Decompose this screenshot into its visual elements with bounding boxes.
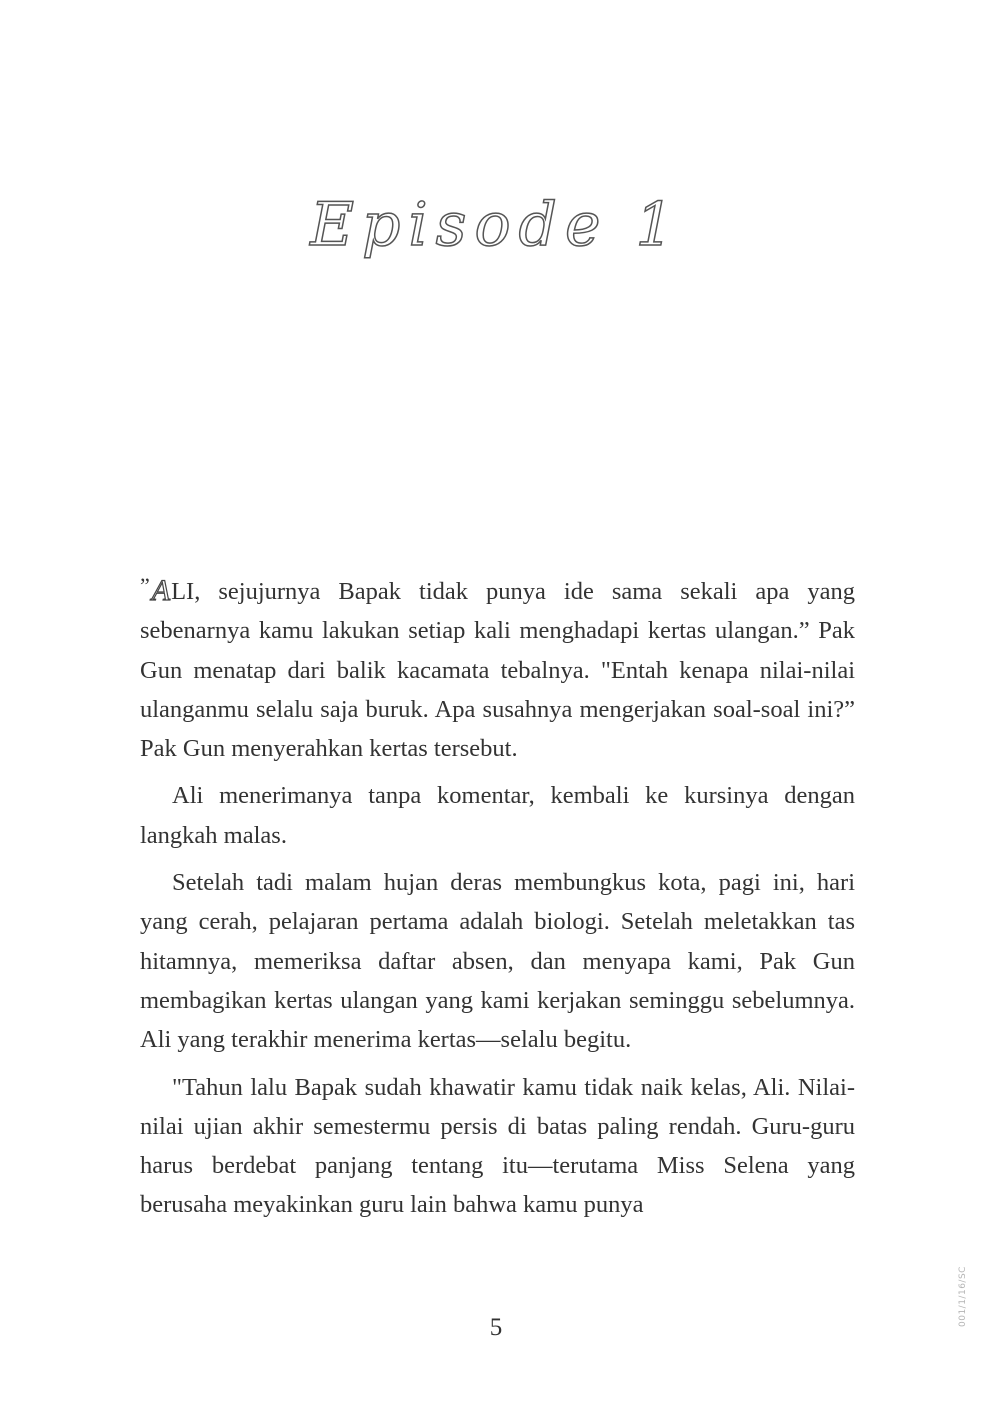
drop-cap-letter: A	[151, 574, 171, 607]
opening-paragraph	[140, 566, 855, 768]
chapter-title: Episode 1	[310, 190, 682, 260]
opening-paragraph-text: LI, sejujurnya Bapak tidak punya ide sama sekali apa yang sebenarnya kamu lakukan setiap kali menghadapi kertas ulangan.” Pak Gun menatap dari balik kacamata tebalnya. "Entah kenapa nilai-nilai ulanganmu selalu saja buruk. Apa susahnya mengerjakan soal-soal ini?” Pak Gun menyerahkan kertas tersebut.	[140, 578, 855, 763]
body-text	[140, 566, 855, 1233]
paragraph: Ali menerimanya tanpa komentar, kembali ke kursinya dengan langkah malas.	[140, 782, 855, 849]
paragraph: Setelah tadi malam hujan deras membungkus kota, pagi ini, hari yang cerah, pelajaran pertama adalah biologi. Setelah meletakkan tas hitamnya, memeriksa daftar absen, dan menyapa kami, Pak Gun membagikan kertas ulangan yang kami kerjakan seminggu sebelumnya. Ali yang terakhir menerima kertas—selalu begitu.	[140, 869, 855, 1054]
opening-quote-mark: ”	[140, 573, 150, 598]
page-number: 5	[489, 1314, 503, 1341]
paragraph: "Tahun lalu Bapak sudah khawatir kamu tidak naik kelas, Ali. Nilai-nilai ujian akhir semestermu persis di batas paling rendah. Guru-guru harus berdebat panjang tentang itu—terutama Miss Selena yang berusaha meyakinkan guru lain bahwa kamu punya	[140, 1073, 855, 1219]
print-code: 001/1/16/SC	[958, 1266, 968, 1327]
